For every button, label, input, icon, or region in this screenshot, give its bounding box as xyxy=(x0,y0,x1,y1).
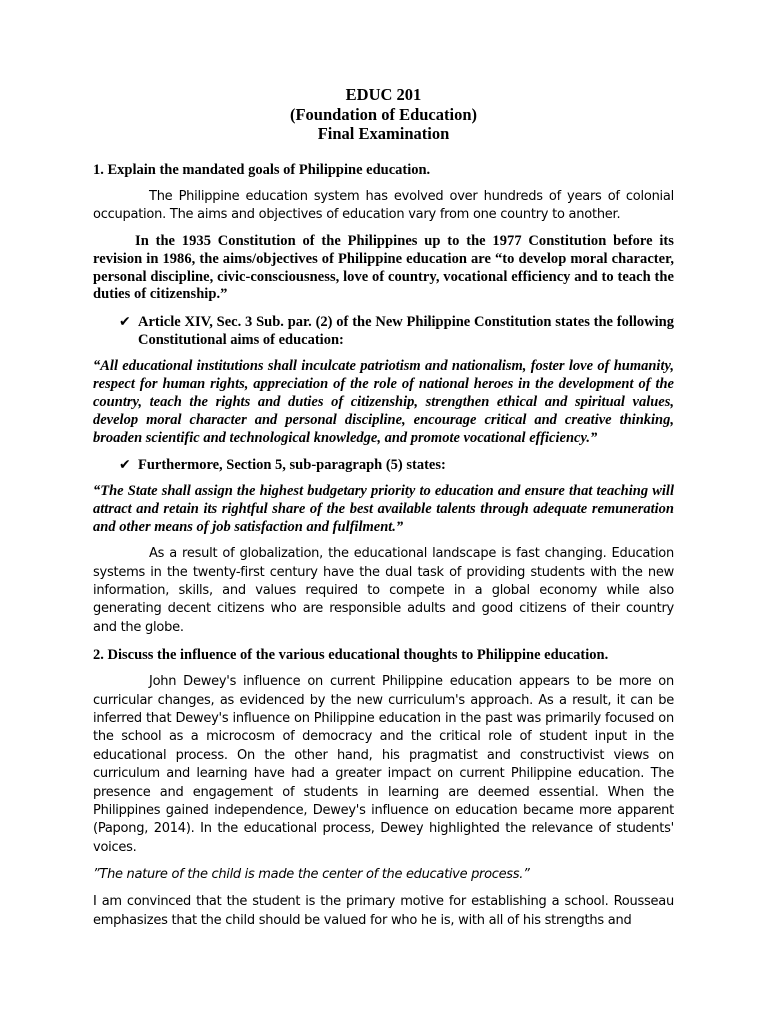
q1-quote-constitutional-aims: “All educational institutions shall inculcate patriotism and nationalism, foster love of humanity, respect for human rights, appreciation of the role of national heroes in the development of the country, teach the rights and duties of citizenship, strengthen ethical and spiritual values, develop moral character and personal discipline, encourage critical and creative thinking, broaden scientific and technological knowledge, and promote vocational efficiency.” xyxy=(93,358,674,447)
q2-paragraph-dewey: John Dewey's influence on current Philippine education appears to be more on curricular changes, as evidenced by the new curriculum's approach. As a result, it can be inferred that Dewey's influence on Philippine education in the past was primarily focused on the school as a microcosm of democracy and the critical role of student input in the educational process. On the other hand, his pragmatist and constructivist views on curriculum and learning have had a greater impact on current Philippine education. The presence and engagement of students in learning are deemed essential. When the Philippines gained independence, Dewey's influence on education became more apparent (Papong, 2014). In the educational process, Dewey highlighted the relevance of students' voices. xyxy=(93,674,674,855)
bullet-text: Article XIV, Sec. 3 Sub. par. (2) of the New Philippine Constitution states the following Constitutional aims of education: xyxy=(138,314,674,349)
document-content xyxy=(93,85,674,939)
q1-quote-budgetary-priority: “The State shall assign the highest budgetary priority to education and ensure that teaching will attract and retain its rightful share of the best available talents through adequate remuneration and other means of job satisfaction and fulfilment.” xyxy=(93,483,674,536)
q1-bullet-section-5 xyxy=(119,456,674,474)
q2-paragraph-rousseau: I am convinced that the student is the primary motive for establishing a school. Rousseau emphasizes that the child should be valued for who he is, with all of his strengths and xyxy=(93,894,674,928)
checkmark-icon: ✔ xyxy=(119,457,131,474)
question-1-heading: 1. Explain the mandated goals of Philippine education. xyxy=(93,161,431,178)
exam-title: Final Examination xyxy=(317,124,450,143)
q2-quote-child-center: ”The nature of the child is made the center of the educative process.” xyxy=(93,867,530,883)
checkmark-icon: ✔ xyxy=(119,314,131,331)
course-code: EDUC 201 xyxy=(345,85,422,104)
bullet-text: Furthermore, Section 5, sub-paragraph (5) states: xyxy=(138,457,446,474)
exam-title-block xyxy=(93,85,674,144)
q1-paragraph-constitution: In the 1935 Constitution of the Philippines up to the 1977 Constitution before its revision in 1986, the aims/objectives of Philippine education are “to develop moral character, personal discipline, civic-consciousness, love of country, vocational efficiency and to teach the duties of citizenship.” xyxy=(93,233,674,303)
course-title: (Foundation of Education) xyxy=(289,104,478,124)
q1-bullet-article-xiv xyxy=(119,313,674,349)
q1-paragraph-intro: The Philippine education system has evolved over hundreds of years of colonial occupation. The aims and objectives of education vary from one country to another. xyxy=(93,188,674,222)
q1-paragraph-globalization: As a result of globalization, the educational landscape is fast changing. Education systems in the twenty-first century have the dual task of providing students with the new information, skills, and values required to compete in a global economy while also generating decent citizens who are responsible adults and good citizens of their country and the globe. xyxy=(93,546,674,635)
question-2-heading: 2. Discuss the influence of the various educational thoughts to Philippine education. xyxy=(93,647,609,664)
